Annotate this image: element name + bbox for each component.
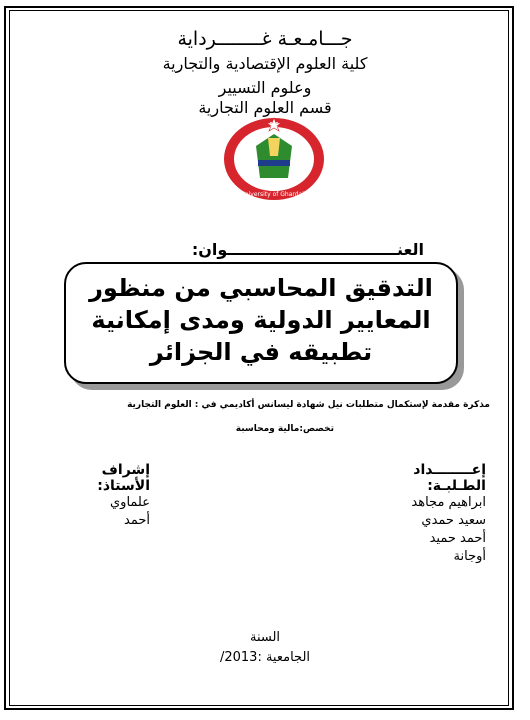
student-name: سعيد حمدي <box>421 513 486 528</box>
department-name: قسم العلوم التجارية <box>198 98 332 117</box>
supervisor-column <box>30 462 150 530</box>
student-name: ابراهيم مجاهد <box>411 495 486 510</box>
professor-name: علماوي <box>110 495 150 510</box>
professor-label: الأستاذ: <box>97 478 150 494</box>
supervision-label: إشراف <box>101 462 150 478</box>
specialization: تخصص:مالية ومحاسبة <box>235 424 334 434</box>
logo-caption: University of Ghardaia <box>240 191 308 198</box>
students-column <box>316 462 486 566</box>
preparation-label: إعــــــــداد <box>413 462 486 478</box>
student-name: أحمد حميد <box>429 531 486 546</box>
university-logo <box>222 116 326 202</box>
memo-statement: مذكرة مقدمة لإستكمال متطلبات نيل شهادة ليسانس أكاديمي في : العلوم التجارية <box>127 400 490 410</box>
faculty-name: كلية العلوم الإقتصادية والتجارية <box>162 54 368 73</box>
students-label: الطـلبـة: <box>427 478 486 494</box>
university-name: جـــامـعـة غــــــــرداية <box>177 28 353 50</box>
thesis-title: التدقيق المحاسبي من منظور المعايير الدولية ومدى إمكانية تطبيقه في الجزائر <box>89 274 433 366</box>
student-name: أوجانة <box>453 549 486 564</box>
management-line: وعلوم التسيير <box>218 78 312 97</box>
academic-year-value: الجامعية :2013/ <box>219 650 311 665</box>
professor-name: أحمد <box>124 513 150 528</box>
title-label: العنـــــــــــــــــــــــــــــــوان: <box>191 240 424 259</box>
title-box <box>64 262 458 384</box>
academic-year-label: السنة <box>249 630 281 645</box>
